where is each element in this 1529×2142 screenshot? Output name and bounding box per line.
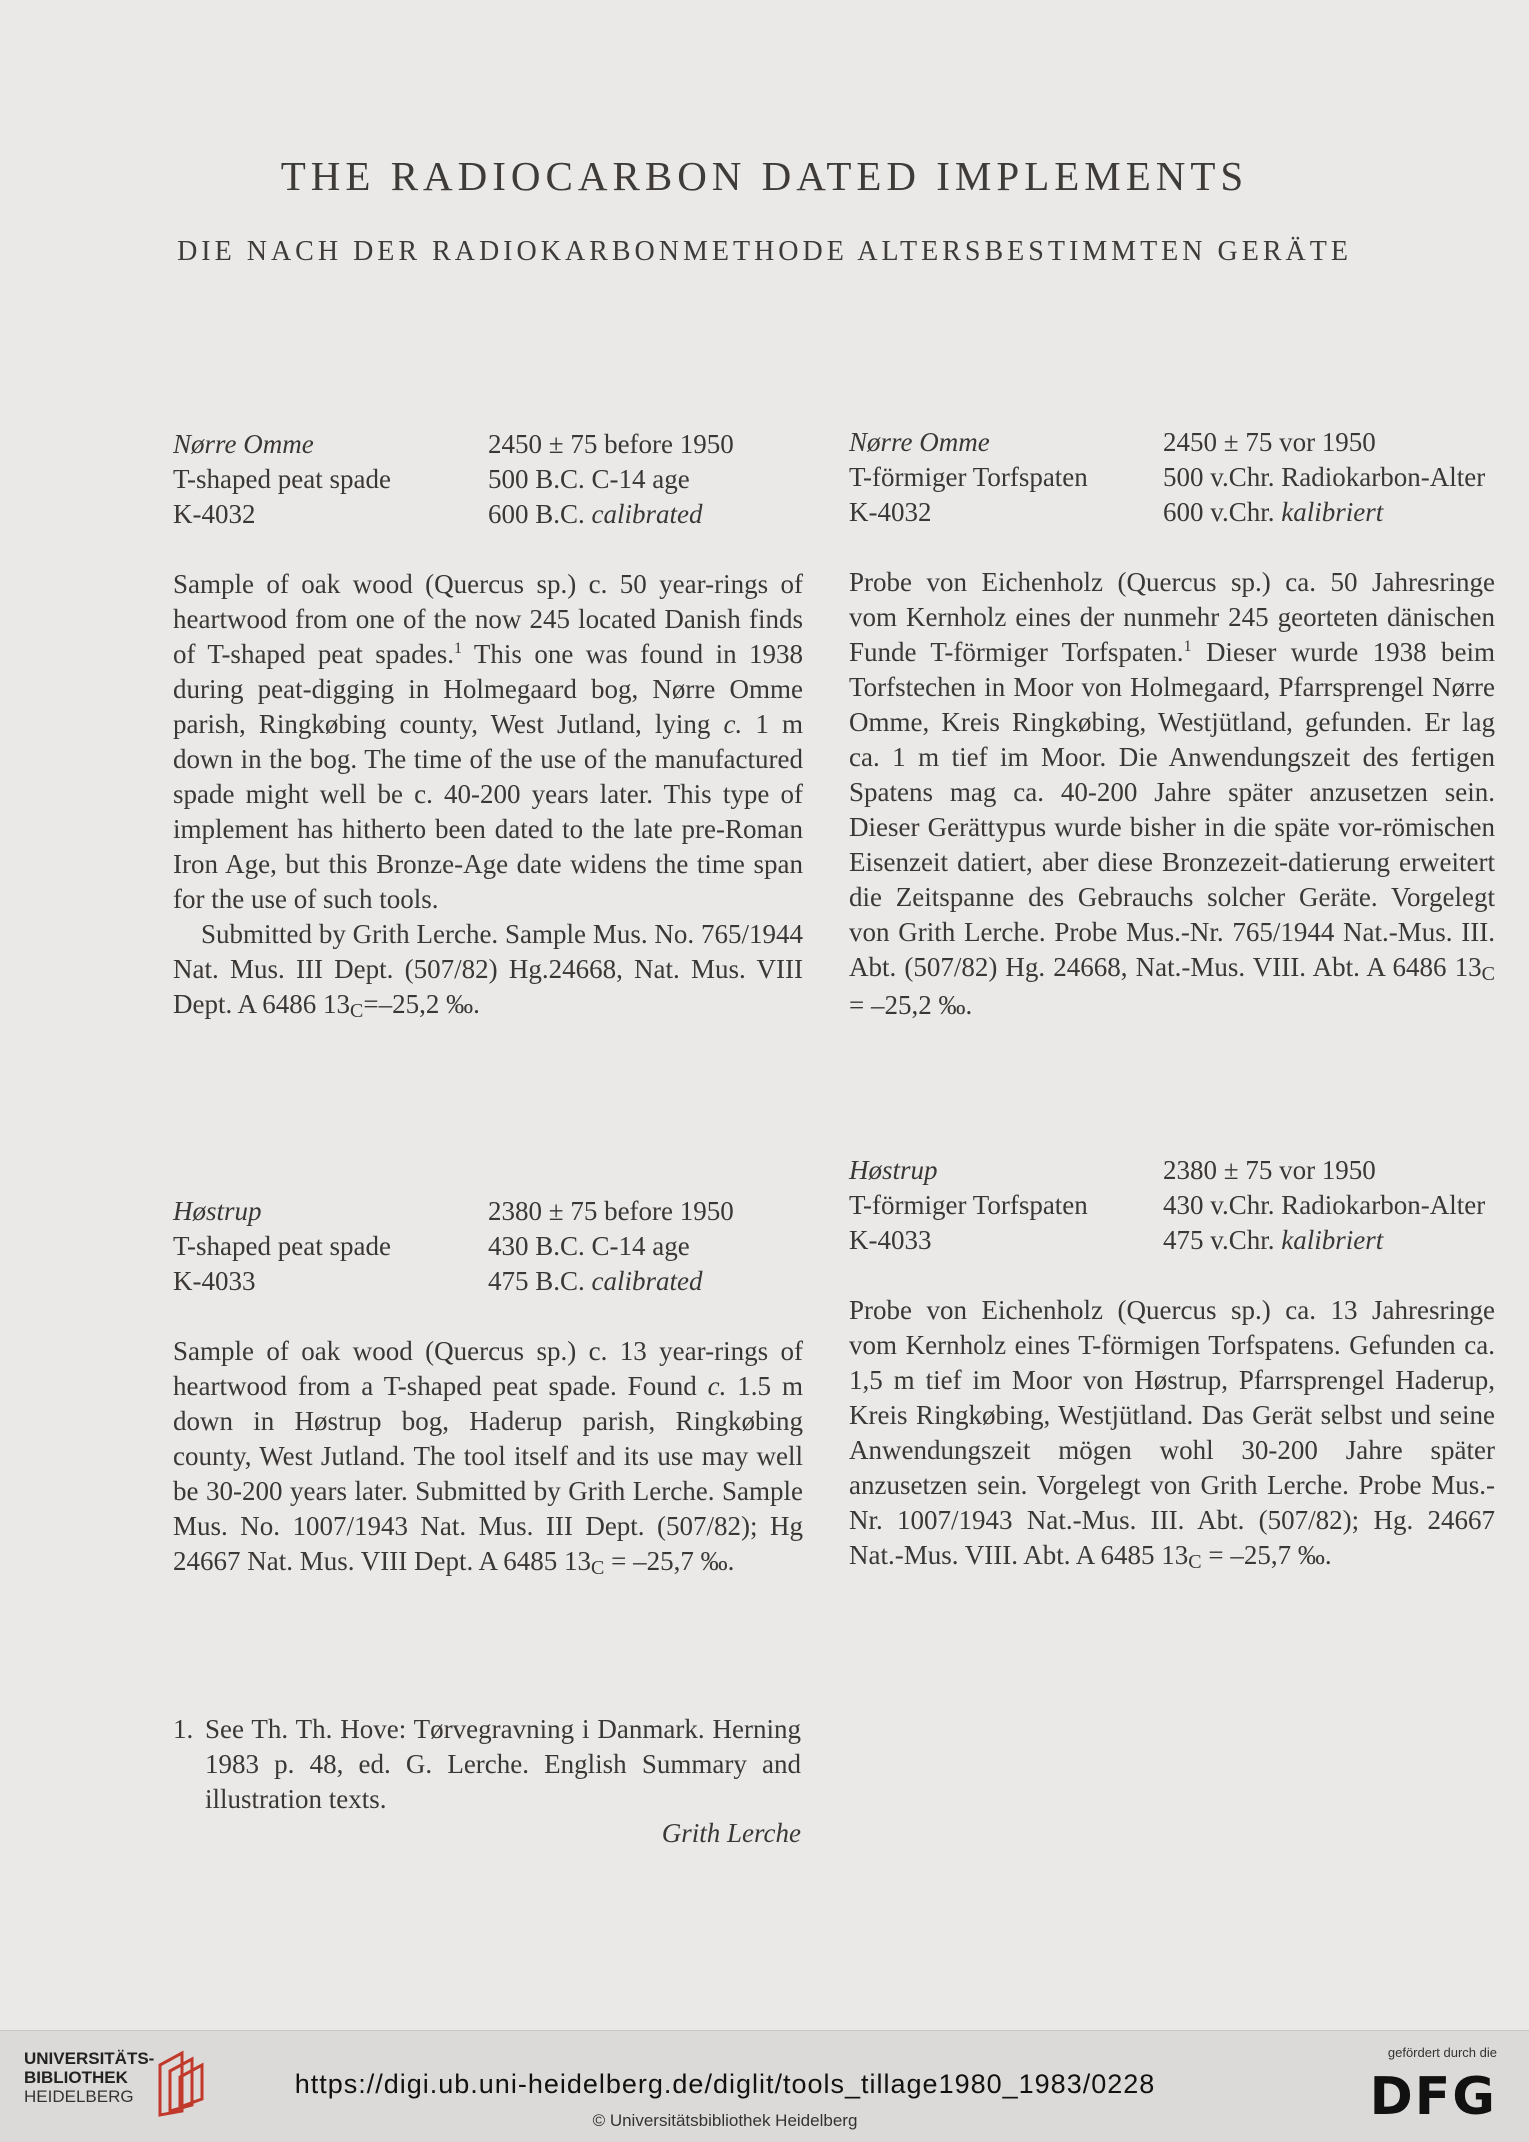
page-title: THE RADIOCARBON DATED IMPLEMENTS bbox=[280, 153, 1249, 199]
radiocarbon-date: 2380 ± 75 vor 1950 bbox=[1163, 1155, 1376, 1185]
description-paragraph: Probe von Eichenholz (Quercus sp.) ca. 13 Jahresringe vom Kernholz eines T-förmigen Torfspatens. Gefunden ca. 1,5 m tief im Moor von Høstrup, Pfarrsprengel Haderup, Kreis Ringkøbing, Westjütland. Das Gerät selbst und seine Anwendungszeit mögen wohl 30-200 Jahre später anzusetzen sein. Vorgelegt von Grith Lerche. Probe Mus.-Nr. 1007/1943 Nat.-Mus. III. Abt. (507/82); Hg. 24667 Nat.-Mus. VIII. Abt. A 6485 13C = –25,7 ‰. bbox=[849, 1295, 1495, 1573]
implement-type: T-förmiger Torfspaten bbox=[849, 1190, 1088, 1220]
copyright-text: © Universitätsbibliothek Heidelberg bbox=[592, 2111, 858, 2130]
footnote bbox=[173, 1712, 801, 1817]
library-logo-icon[interactable] bbox=[152, 2049, 212, 2119]
site-name: Høstrup bbox=[173, 1196, 262, 1226]
lab-number: K-4033 bbox=[849, 1225, 932, 1255]
description-paragraph: Sample of oak wood (Quercus sp.) c. 50 year-rings of heartwood from one of the now 245 located Danish finds of T-shaped peat spades.$^1$ This one was found in 1938 during peat-digging in Holmegaard bog, Nørre Omme parish, Ringkøbing county, West Jutland, lying c. 1 m down in the bog. The time of the use of the manufactured spade might well be c. 40-200 years later. This type of implement has hitherto been dated to the late pre-Roman Iron Age, but this Bronze-Age date widens the time span for the use of such tools. Submitted by Grith Lerche. Sample Mus. No. 765/1944 Nat. Mus. III Dept. (507/82) Hg.24668, Nat. Mus. VIII Dept. A 6486 13C=–25,2 ‰. bbox=[173, 569, 804, 1022]
site-name: Nørre Omme bbox=[173, 429, 314, 459]
implement-type: T-shaped peat spade bbox=[173, 464, 391, 494]
radiocarbon-date: 2380 ± 75 before 1950 bbox=[488, 1196, 734, 1226]
calibrated-date: 475 v.Chr. kalibriert bbox=[1163, 1225, 1384, 1255]
german-entry-1 bbox=[849, 425, 1495, 1023]
funded-by-label: gefördert durch die bbox=[1387, 2045, 1497, 2060]
dfg-logo[interactable]: DFG bbox=[1369, 2067, 1497, 2127]
c14-age: 430 B.C. C-14 age bbox=[488, 1231, 690, 1261]
calibrated-date: 600 B.C. calibrated bbox=[488, 499, 703, 529]
permalink-url[interactable]: https://digi.ub.uni-heidelberg.de/diglit/tools_tillage1980_1983/0228 bbox=[294, 2069, 1156, 2099]
implement-type: T-förmiger Torfspaten bbox=[849, 462, 1088, 492]
c14-age: 500 B.C. C-14 age bbox=[488, 464, 690, 494]
german-entry-2 bbox=[849, 1153, 1495, 1576]
lab-number: K-4032 bbox=[849, 497, 932, 527]
footnote-number: 1. bbox=[173, 1714, 194, 1744]
site-name: Høstrup bbox=[849, 1155, 938, 1185]
english-entry-1 bbox=[173, 427, 803, 1025]
radiocarbon-date: 2450 ± 75 vor 1950 bbox=[1163, 427, 1376, 457]
author-signature: Grith Lerche bbox=[661, 1818, 801, 1848]
page-subtitle: DIE NACH DER RADIOKARBONMETHODE ALTERSBESTIMMTEN GERÄTE bbox=[177, 236, 1352, 267]
description-paragraph: Sample of oak wood (Quercus sp.) c. 13 year-rings of heartwood from a T-shaped peat spade. Found c. 1.5 m down in Høstrup bog, Haderup parish, Ringkøbing county, West Jutland. The tool itself and its use may well be 30-200 years later. Submitted by Grith Lerche. Sample Mus. No. 1007/1943 Nat. Mus. III Dept. (507/82); Hg 24667 Nat. Mus. VIII Dept. A 6485 13C = –25,7 ‰. bbox=[173, 1336, 803, 1579]
site-name: Nørre Omme bbox=[849, 427, 990, 457]
entry-header bbox=[849, 1153, 1495, 1258]
lab-number: K-4033 bbox=[173, 1266, 256, 1296]
entry-header bbox=[849, 425, 1495, 530]
calibrated-date: 475 B.C. calibrated bbox=[488, 1266, 703, 1296]
footnote-text: See Th. Th. Hove: Tørvegravning i Danmark. Herning 1983 p. 48, ed. G. Lerche. English Summary and illustration texts. bbox=[205, 1714, 801, 1814]
implement-type: T-shaped peat spade bbox=[173, 1231, 391, 1261]
calibrated-date: 600 v.Chr. kalibriert bbox=[1163, 497, 1384, 527]
library-logo-text[interactable]: UNIVERSITÄTS- BIBLIOTHEK HEIDELBERG bbox=[24, 2049, 155, 2106]
c14-age: 500 v.Chr. Radiokarbon-Alter bbox=[1163, 462, 1486, 492]
c14-age: 430 v.Chr. Radiokarbon-Alter bbox=[1163, 1190, 1486, 1220]
entry-header bbox=[173, 1194, 803, 1299]
english-entry-2 bbox=[173, 1194, 803, 1582]
footer-bar bbox=[0, 2030, 1529, 2142]
entry-header bbox=[173, 427, 803, 532]
lab-number: K-4032 bbox=[173, 499, 256, 529]
radiocarbon-date: 2450 ± 75 before 1950 bbox=[488, 429, 734, 459]
description-paragraph: Probe von Eichenholz (Quercus sp.) ca. 50 Jahresringe vom Kernholz eines der nunmehr 245 georteten dänischen Funde T-förmiger Torfspaten.$^1$ Dieser wurde 1938 beim Torfstechen in Moor von Holmegaard, Pfarrsprengel Nørre Omme, Kreis Ringkøbing, Westjütland, gefunden. Er lag ca. 1 m tief im Moor. Die Anwendungszeit des fertigen Spatens mag ca. 40-200 Jahre später anzusetzen sein. Dieser Gerättypus wurde bisher in die späte vor-römischen Eisenzeit datiert, aber diese Bronzezeit-datierung erweitert die Zeitspanne des Gebrauchs solcher Geräte. Vorgelegt von Grith Lerche. Probe Mus.-Nr. 765/1944 Nat.-Mus. III. Abt. (507/82) Hg. 24668, Nat.-Mus. VIII. Abt. A 6486 13C = –25,2 ‰. bbox=[849, 567, 1495, 1020]
